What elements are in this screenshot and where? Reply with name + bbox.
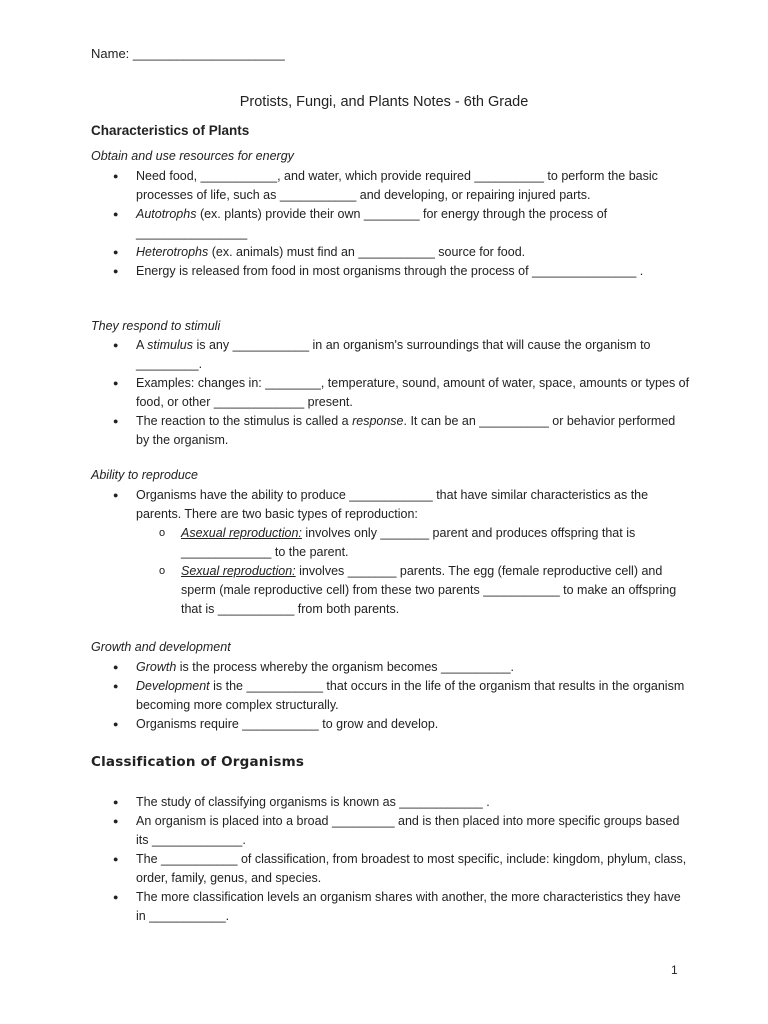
list-item bbox=[91, 412, 691, 450]
stimuli-list bbox=[91, 336, 691, 450]
list-item-text: The ___________ of classification, from broadest to most specific, include: kingdom, phylum, class, order, family, genus, and species. bbox=[136, 852, 687, 885]
list-item-text: is any ___________ in an organism's surroundings that will cause the organism to _________. bbox=[136, 338, 651, 371]
list-item-text: involves only _______ parent and produces offspring that is _____________ to the parent. bbox=[181, 526, 636, 559]
subheading-stimuli: They respond to stimuli bbox=[91, 319, 221, 333]
list-item-text: . It can be an __________ or behavior performed by the organism. bbox=[136, 414, 676, 447]
section-heading-classification: Classification of Organisms bbox=[91, 754, 305, 770]
list-item-text: (ex. animals) must find an ___________ source for food. bbox=[208, 245, 526, 259]
list-item bbox=[91, 262, 691, 281]
list-item-text: An organism is placed into a broad _________ and is then placed into more specific groups based its _____________. bbox=[136, 814, 680, 847]
list-item bbox=[91, 888, 691, 926]
reproduction-types-list bbox=[136, 524, 691, 619]
list-item bbox=[91, 167, 691, 205]
growth-list bbox=[91, 658, 691, 734]
subheading-reproduce: Ability to reproduce bbox=[91, 468, 199, 482]
list-item-text: Need food, ___________, and water, which provide required __________ to perform the basic processes of life, such as ___________ and developing, or repairing injured parts. bbox=[136, 169, 658, 202]
list-item-text: The study of classifying organisms is known as ____________ . bbox=[136, 795, 490, 809]
term-autotrophs: Autotrophs bbox=[136, 207, 197, 221]
page-title: Protists, Fungi, and Plants Notes - 6th Grade bbox=[239, 94, 529, 110]
list-item-text: Organisms require ___________ to grow and develop. bbox=[136, 717, 439, 731]
list-item bbox=[91, 243, 691, 262]
list-item bbox=[91, 850, 691, 888]
list-item bbox=[91, 677, 691, 715]
list-item-text: Examples: changes in: ________, temperature, sound, amount of water, space, amounts or types of food, or other _____________ present. bbox=[136, 376, 690, 409]
list-item bbox=[91, 715, 691, 734]
list-item-text: (ex. plants) provide their own ________ for energy through the process of ________________ bbox=[136, 207, 608, 240]
list-item-text: A bbox=[136, 338, 148, 352]
term-asexual-reproduction: Asexual reproduction: bbox=[181, 526, 302, 540]
sub-list-item bbox=[136, 524, 691, 562]
list-item-text: Organisms have the ability to produce ____________ that have similar characteristics as the parents. There are two basic types of reproduction: bbox=[136, 488, 649, 521]
sub-list-item bbox=[136, 562, 691, 619]
list-item-text: Energy is released from food in most organisms through the process of _______________ . bbox=[136, 264, 644, 278]
subheading-energy: Obtain and use resources for energy bbox=[91, 149, 294, 163]
list-item bbox=[91, 793, 691, 812]
list-item-text: The more classification levels an organism shares with another, the more characteristics they have in ___________. bbox=[136, 890, 681, 923]
section-heading-plants: Characteristics of Plants bbox=[91, 123, 250, 138]
list-item bbox=[91, 336, 691, 374]
list-item bbox=[91, 486, 691, 619]
term-response: response bbox=[352, 414, 404, 428]
subheading-growth: Growth and development bbox=[91, 640, 231, 654]
list-item-text: The reaction to the stimulus is called a bbox=[136, 414, 353, 428]
term-sexual-reproduction: Sexual reproduction: bbox=[181, 564, 296, 578]
classification-list bbox=[91, 793, 691, 926]
list-item bbox=[91, 205, 691, 243]
term-development: Development bbox=[136, 679, 210, 693]
list-item bbox=[91, 812, 691, 850]
reproduce-list bbox=[91, 486, 691, 619]
term-stimulus: stimulus bbox=[147, 338, 193, 352]
energy-list bbox=[91, 167, 691, 281]
list-item-text: is the ___________ that occurs in the life of the organism that results in the organism becoming more complex structurally. bbox=[136, 679, 685, 712]
term-heterotrophs: Heterotrophs bbox=[136, 245, 209, 259]
list-item bbox=[91, 374, 691, 412]
list-item bbox=[91, 658, 691, 677]
list-item-text: involves _______ parents. The egg (female reproductive cell) and sperm (male reproductive cell) from these two parents ___________ to make an offspring that is ___________ from both parents. bbox=[181, 564, 677, 616]
term-growth: Growth bbox=[136, 660, 177, 674]
name-field-line: Name: _____________________ bbox=[91, 46, 285, 61]
page-number: 1 bbox=[671, 963, 678, 977]
list-item-text: is the process whereby the organism becomes __________. bbox=[176, 660, 514, 674]
